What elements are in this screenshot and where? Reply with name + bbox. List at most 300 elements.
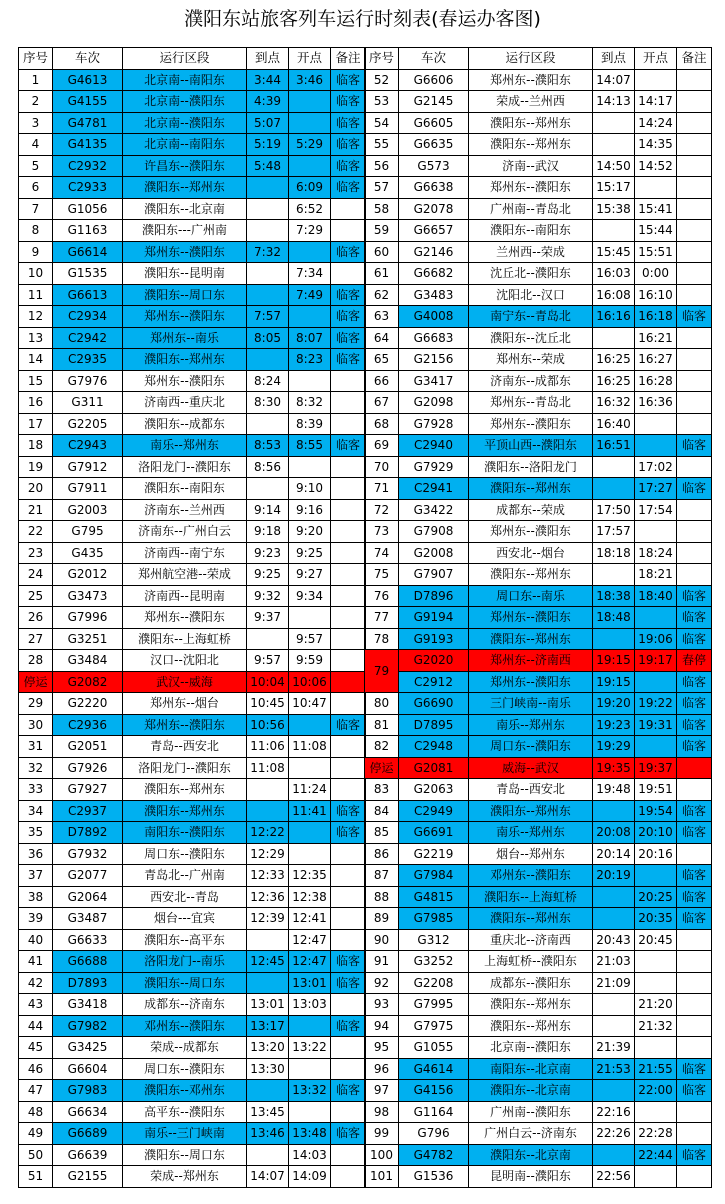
table-row <box>365 972 712 994</box>
cell-arrival: 9:37 <box>247 607 289 629</box>
cell-note: 临客 <box>331 1015 366 1037</box>
cell-seq: 28 <box>19 650 53 672</box>
cell-route: 郑州东--濮阳东 <box>123 370 247 392</box>
cell-seq: 82 <box>365 736 399 758</box>
cell-train: G6614 <box>53 241 123 263</box>
cell-train: G6690 <box>399 693 469 715</box>
cell-arrival: 13:20 <box>247 1037 289 1059</box>
cell-seq: 27 <box>19 628 53 650</box>
cell-seq: 52 <box>365 69 399 91</box>
cell-arrival: 9:18 <box>247 521 289 543</box>
cell-arrival: 20:08 <box>593 822 635 844</box>
cell-route: 成都东--济南东 <box>123 994 247 1016</box>
cell-departure: 19:54 <box>635 800 677 822</box>
cell-departure: 21:20 <box>635 994 677 1016</box>
cell-route: 邓州东--濮阳东 <box>469 865 593 887</box>
cell-seq: 83 <box>365 779 399 801</box>
cell-arrival: 19:15 <box>593 671 635 693</box>
cell-train: G3483 <box>399 284 469 306</box>
table-row <box>19 994 366 1016</box>
cell-departure: 16:21 <box>635 327 677 349</box>
cell-seq: 58 <box>365 198 399 220</box>
cell-arrival: 22:26 <box>593 1123 635 1145</box>
table-row <box>365 177 712 199</box>
cell-route: 郑州东--濮阳东 <box>469 607 593 629</box>
cell-seq: 39 <box>19 908 53 930</box>
table-row <box>19 112 366 134</box>
cell-departure: 19:06 <box>635 628 677 650</box>
cell-arrival: 19:15 <box>593 650 635 672</box>
cell-departure <box>289 155 331 177</box>
cell-route: 西安北--青岛 <box>123 886 247 908</box>
cell-note: 临客 <box>331 800 366 822</box>
cell-seq: 89 <box>365 908 399 930</box>
table-row <box>365 521 712 543</box>
cell-seq: 37 <box>19 865 53 887</box>
cell-arrival <box>593 112 635 134</box>
cell-departure: 12:47 <box>289 929 331 951</box>
cell-departure: 9:25 <box>289 542 331 564</box>
cell-seq: 78 <box>365 628 399 650</box>
cell-departure: 18:24 <box>635 542 677 564</box>
cell-route: 郑州东--濮阳东 <box>469 177 593 199</box>
cell-arrival: 13:30 <box>247 1058 289 1080</box>
cell-seq: 22 <box>19 521 53 543</box>
cell-route: 济南--武汉 <box>469 155 593 177</box>
cell-departure: 8:32 <box>289 392 331 414</box>
cell-note <box>331 1058 366 1080</box>
cell-train: G6634 <box>53 1101 123 1123</box>
table-row <box>365 91 712 113</box>
cell-departure <box>289 456 331 478</box>
cell-note <box>331 628 366 650</box>
table-row <box>19 714 366 736</box>
cell-arrival: 12:33 <box>247 865 289 887</box>
cell-note: 临客 <box>331 327 366 349</box>
cell-route: 济南东--兰州西 <box>123 499 247 521</box>
cell-note <box>677 392 712 414</box>
cell-note <box>677 994 712 1016</box>
cell-train: G7984 <box>399 865 469 887</box>
header-train: 车次 <box>53 48 123 70</box>
cell-train: G3422 <box>399 499 469 521</box>
cell-seq: 2 <box>19 91 53 113</box>
cell-arrival <box>247 413 289 435</box>
cell-route: 南宁东--青岛北 <box>469 306 593 328</box>
cell-route: 郑州东--濮阳东 <box>123 306 247 328</box>
cell-arrival <box>593 478 635 500</box>
cell-route: 濮阳东--北京南 <box>469 1144 593 1166</box>
cell-arrival: 10:04 <box>247 671 289 693</box>
cell-route: 濮阳东--成都东 <box>123 413 247 435</box>
table-row <box>19 779 366 801</box>
cell-route: 济南东--广州白云 <box>123 521 247 543</box>
cell-seq: 51 <box>19 1166 53 1188</box>
cell-route: 沈阳北--汉口 <box>469 284 593 306</box>
cell-arrival: 12:29 <box>247 843 289 865</box>
cell-route: 兰州西--荣成 <box>469 241 593 263</box>
cell-note <box>677 112 712 134</box>
table-row <box>365 757 712 779</box>
header-route: 运行区段 <box>469 48 593 70</box>
cell-train: G2020 <box>399 650 469 672</box>
cell-train: C2935 <box>53 349 123 371</box>
cell-arrival: 16:16 <box>593 306 635 328</box>
cell-departure <box>289 714 331 736</box>
cell-seq: 停运 <box>365 757 399 779</box>
cell-seq: 54 <box>365 112 399 134</box>
cell-train: G6638 <box>399 177 469 199</box>
cell-seq: 31 <box>19 736 53 758</box>
cell-seq: 17 <box>19 413 53 435</box>
cell-departure: 19:17 <box>635 650 677 672</box>
cell-route: 郑州东--濮阳东 <box>123 241 247 263</box>
cell-route: 郑州东--濮阳东 <box>469 521 593 543</box>
cell-route: 北京南--南阳东 <box>123 134 247 156</box>
table-row <box>19 1080 366 1102</box>
cell-departure: 5:29 <box>289 134 331 156</box>
cell-arrival: 21:39 <box>593 1037 635 1059</box>
cell-departure: 11:08 <box>289 736 331 758</box>
cell-train: G6606 <box>399 69 469 91</box>
cell-train: G9193 <box>399 628 469 650</box>
cell-note <box>331 370 366 392</box>
cell-departure: 8:55 <box>289 435 331 457</box>
table-row <box>365 886 712 908</box>
table-row <box>19 843 366 865</box>
cell-seq: 1 <box>19 69 53 91</box>
cell-arrival: 19:23 <box>593 714 635 736</box>
cell-train: G2155 <box>53 1166 123 1188</box>
cell-note <box>331 671 366 693</box>
cell-departure <box>635 413 677 435</box>
header-note: 备注 <box>331 48 366 70</box>
cell-arrival: 13:46 <box>247 1123 289 1145</box>
table-row <box>19 865 366 887</box>
cell-note <box>677 1037 712 1059</box>
cell-note <box>331 1037 366 1059</box>
cell-route: 郑州航空港--荣成 <box>123 564 247 586</box>
cell-train: G1535 <box>53 263 123 285</box>
cell-train: G7928 <box>399 413 469 435</box>
cell-note <box>677 972 712 994</box>
cell-train: C2932 <box>53 155 123 177</box>
table-row <box>19 392 366 414</box>
table-row <box>19 822 366 844</box>
table-row <box>19 134 366 156</box>
cell-route: 许昌东--濮阳东 <box>123 155 247 177</box>
table-row <box>19 1037 366 1059</box>
cell-train: G2098 <box>399 392 469 414</box>
cell-departure: 20:16 <box>635 843 677 865</box>
cell-route: 济南西--重庆北 <box>123 392 247 414</box>
cell-train: G2008 <box>399 542 469 564</box>
cell-note <box>331 757 366 779</box>
cell-seq: 18 <box>19 435 53 457</box>
cell-note <box>331 585 366 607</box>
cell-note: 临客 <box>331 241 366 263</box>
cell-seq: 84 <box>365 800 399 822</box>
cell-arrival: 8:30 <box>247 392 289 414</box>
cell-arrival <box>247 779 289 801</box>
cell-train: G4782 <box>399 1144 469 1166</box>
cell-train: G2219 <box>399 843 469 865</box>
table-row <box>365 865 712 887</box>
cell-seq: 16 <box>19 392 53 414</box>
cell-seq: 26 <box>19 607 53 629</box>
cell-arrival: 19:48 <box>593 779 635 801</box>
table-row <box>365 908 712 930</box>
cell-train: G2051 <box>53 736 123 758</box>
header-arrival: 到点 <box>247 48 289 70</box>
cell-departure: 10:06 <box>289 671 331 693</box>
cell-departure: 16:18 <box>635 306 677 328</box>
cell-seq: 79 <box>365 650 399 693</box>
table-row <box>365 1144 712 1166</box>
cell-route: 南乐--郑州东 <box>123 435 247 457</box>
cell-route: 平顶山西--濮阳东 <box>469 435 593 457</box>
cell-seq: 66 <box>365 370 399 392</box>
table-row <box>365 1101 712 1123</box>
cell-note: 临客 <box>677 693 712 715</box>
cell-note: 临客 <box>331 69 366 91</box>
cell-departure: 9:57 <box>289 628 331 650</box>
cell-note <box>677 499 712 521</box>
table-row <box>365 69 712 91</box>
cell-train: G795 <box>53 521 123 543</box>
cell-seq: 59 <box>365 220 399 242</box>
table-row <box>365 585 712 607</box>
cell-route: 烟台--郑州东 <box>469 843 593 865</box>
cell-departure: 17:27 <box>635 478 677 500</box>
table-row <box>365 564 712 586</box>
cell-arrival: 13:45 <box>247 1101 289 1123</box>
cell-arrival: 16:08 <box>593 284 635 306</box>
table-row <box>19 542 366 564</box>
table-row <box>19 456 366 478</box>
cell-route: 荣成--兰州西 <box>469 91 593 113</box>
cell-note <box>677 370 712 392</box>
cell-departure: 12:41 <box>289 908 331 930</box>
cell-train: G2064 <box>53 886 123 908</box>
cell-train: G2146 <box>399 241 469 263</box>
cell-seq: 12 <box>19 306 53 328</box>
cell-route: 武汉--威海 <box>123 671 247 693</box>
cell-train: G7982 <box>53 1015 123 1037</box>
cell-note: 临客 <box>331 972 366 994</box>
cell-train: G2003 <box>53 499 123 521</box>
cell-train: G7927 <box>53 779 123 801</box>
cell-train: G4155 <box>53 91 123 113</box>
cell-departure: 13:48 <box>289 1123 331 1145</box>
cell-seq: 15 <box>19 370 53 392</box>
cell-arrival <box>247 1080 289 1102</box>
cell-note: 临客 <box>677 822 712 844</box>
cell-note <box>331 1101 366 1123</box>
cell-note <box>331 736 366 758</box>
cell-note: 临客 <box>331 112 366 134</box>
cell-seq: 88 <box>365 886 399 908</box>
cell-arrival <box>593 886 635 908</box>
cell-route: 昆明南--濮阳东 <box>469 1166 593 1188</box>
cell-departure <box>289 112 331 134</box>
cell-note <box>331 693 366 715</box>
cell-route: 南乐--郑州东 <box>469 714 593 736</box>
table-row <box>365 327 712 349</box>
cell-arrival <box>247 220 289 242</box>
table-row <box>19 757 366 779</box>
table-row <box>19 155 366 177</box>
cell-note <box>331 478 366 500</box>
cell-route: 濮阳东--郑州东 <box>469 908 593 930</box>
header-row <box>19 48 366 70</box>
cell-arrival: 16:32 <box>593 392 635 414</box>
cell-seq: 80 <box>365 693 399 715</box>
cell-route: 广州南--濮阳东 <box>469 1101 593 1123</box>
table-row <box>19 1144 366 1166</box>
cell-seq: 95 <box>365 1037 399 1059</box>
cell-note <box>677 779 712 801</box>
cell-departure <box>635 1101 677 1123</box>
cell-departure: 9:59 <box>289 650 331 672</box>
cell-train: G1536 <box>399 1166 469 1188</box>
cell-seq: 21 <box>19 499 53 521</box>
cell-note <box>677 757 712 779</box>
table-row <box>365 499 712 521</box>
cell-note <box>331 542 366 564</box>
table-row <box>19 220 366 242</box>
cell-note: 临客 <box>677 671 712 693</box>
table-row <box>365 607 712 629</box>
cell-note <box>677 263 712 285</box>
cell-train: G2156 <box>399 349 469 371</box>
cell-train: G6613 <box>53 284 123 306</box>
cell-note <box>677 456 712 478</box>
cell-arrival <box>593 327 635 349</box>
cell-seq: 73 <box>365 521 399 543</box>
cell-seq: 14 <box>19 349 53 371</box>
cell-route: 荣成--成都东 <box>123 1037 247 1059</box>
cell-departure: 11:41 <box>289 800 331 822</box>
cell-arrival: 12:22 <box>247 822 289 844</box>
table-row <box>19 435 366 457</box>
cell-train: G796 <box>399 1123 469 1145</box>
cell-train: G6691 <box>399 822 469 844</box>
cell-route: 三门峡南--南乐 <box>469 693 593 715</box>
cell-note <box>677 327 712 349</box>
cell-arrival: 7:32 <box>247 241 289 263</box>
cell-route: 濮阳东--北京南 <box>469 1080 593 1102</box>
table-row <box>19 241 366 263</box>
cell-route: 邓州东--濮阳东 <box>123 1015 247 1037</box>
cell-route: 濮阳东--郑州东 <box>469 478 593 500</box>
cell-route: 郑州东--濮阳东 <box>469 671 593 693</box>
cell-note <box>331 392 366 414</box>
table-row <box>365 112 712 134</box>
table-row <box>19 370 366 392</box>
cell-route: 洛阳龙门--濮阳东 <box>123 757 247 779</box>
cell-route: 周口东--濮阳东 <box>469 736 593 758</box>
cell-seq: 48 <box>19 1101 53 1123</box>
cell-route: 汉口--沈阳北 <box>123 650 247 672</box>
cell-departure: 19:22 <box>635 693 677 715</box>
cell-seq: 63 <box>365 306 399 328</box>
cell-arrival: 19:29 <box>593 736 635 758</box>
cell-train: G9194 <box>399 607 469 629</box>
cell-arrival: 18:18 <box>593 542 635 564</box>
cell-arrival <box>247 929 289 951</box>
table-row <box>365 220 712 242</box>
cell-departure: 16:28 <box>635 370 677 392</box>
cell-departure: 6:09 <box>289 177 331 199</box>
cell-train: D7892 <box>53 822 123 844</box>
cell-route: 濮阳东--郑州东 <box>469 628 593 650</box>
cell-seq: 33 <box>19 779 53 801</box>
cell-note <box>677 951 712 973</box>
cell-train: C2940 <box>399 435 469 457</box>
cell-departure: 20:10 <box>635 822 677 844</box>
cell-seq: 75 <box>365 564 399 586</box>
cell-departure: 8:23 <box>289 349 331 371</box>
cell-departure <box>635 521 677 543</box>
cell-note <box>677 284 712 306</box>
cell-note: 临客 <box>331 306 366 328</box>
cell-route: 濮阳东--上海虹桥 <box>469 886 593 908</box>
cell-route: 郑州东--南乐 <box>123 327 247 349</box>
table-row <box>19 198 366 220</box>
cell-note <box>331 499 366 521</box>
cell-route: 重庆北--济南西 <box>469 929 593 951</box>
cell-seq: 70 <box>365 456 399 478</box>
cell-note: 临客 <box>331 1123 366 1145</box>
header-arrival: 到点 <box>593 48 635 70</box>
cell-train: G7929 <box>399 456 469 478</box>
table-row <box>19 671 366 693</box>
cell-train: G1163 <box>53 220 123 242</box>
cell-note <box>331 607 366 629</box>
cell-arrival: 8:05 <box>247 327 289 349</box>
cell-route: 成都东--荣成 <box>469 499 593 521</box>
cell-departure: 14:03 <box>289 1144 331 1166</box>
cell-note <box>677 843 712 865</box>
timetable-left <box>18 47 366 1188</box>
table-row <box>19 908 366 930</box>
cell-note <box>677 69 712 91</box>
table-row <box>19 951 366 973</box>
table-row <box>19 413 366 435</box>
cell-train: G573 <box>399 155 469 177</box>
cell-departure: 9:27 <box>289 564 331 586</box>
cell-arrival <box>247 1144 289 1166</box>
cell-seq: 77 <box>365 607 399 629</box>
cell-route: 成都东--濮阳东 <box>469 972 593 994</box>
cell-departure: 14:24 <box>635 112 677 134</box>
cell-note <box>331 865 366 887</box>
cell-route: 周口东--南乐 <box>469 585 593 607</box>
cell-arrival: 10:56 <box>247 714 289 736</box>
cell-arrival <box>593 134 635 156</box>
cell-arrival: 16:03 <box>593 263 635 285</box>
timetable-right-body <box>365 69 712 1187</box>
cell-seq: 86 <box>365 843 399 865</box>
cell-arrival: 16:25 <box>593 349 635 371</box>
table-row <box>365 198 712 220</box>
cell-route: 烟台---宜宾 <box>123 908 247 930</box>
cell-route: 濮阳东--沈丘北 <box>469 327 593 349</box>
table-row <box>365 392 712 414</box>
cell-note <box>677 177 712 199</box>
cell-train: G2078 <box>399 198 469 220</box>
